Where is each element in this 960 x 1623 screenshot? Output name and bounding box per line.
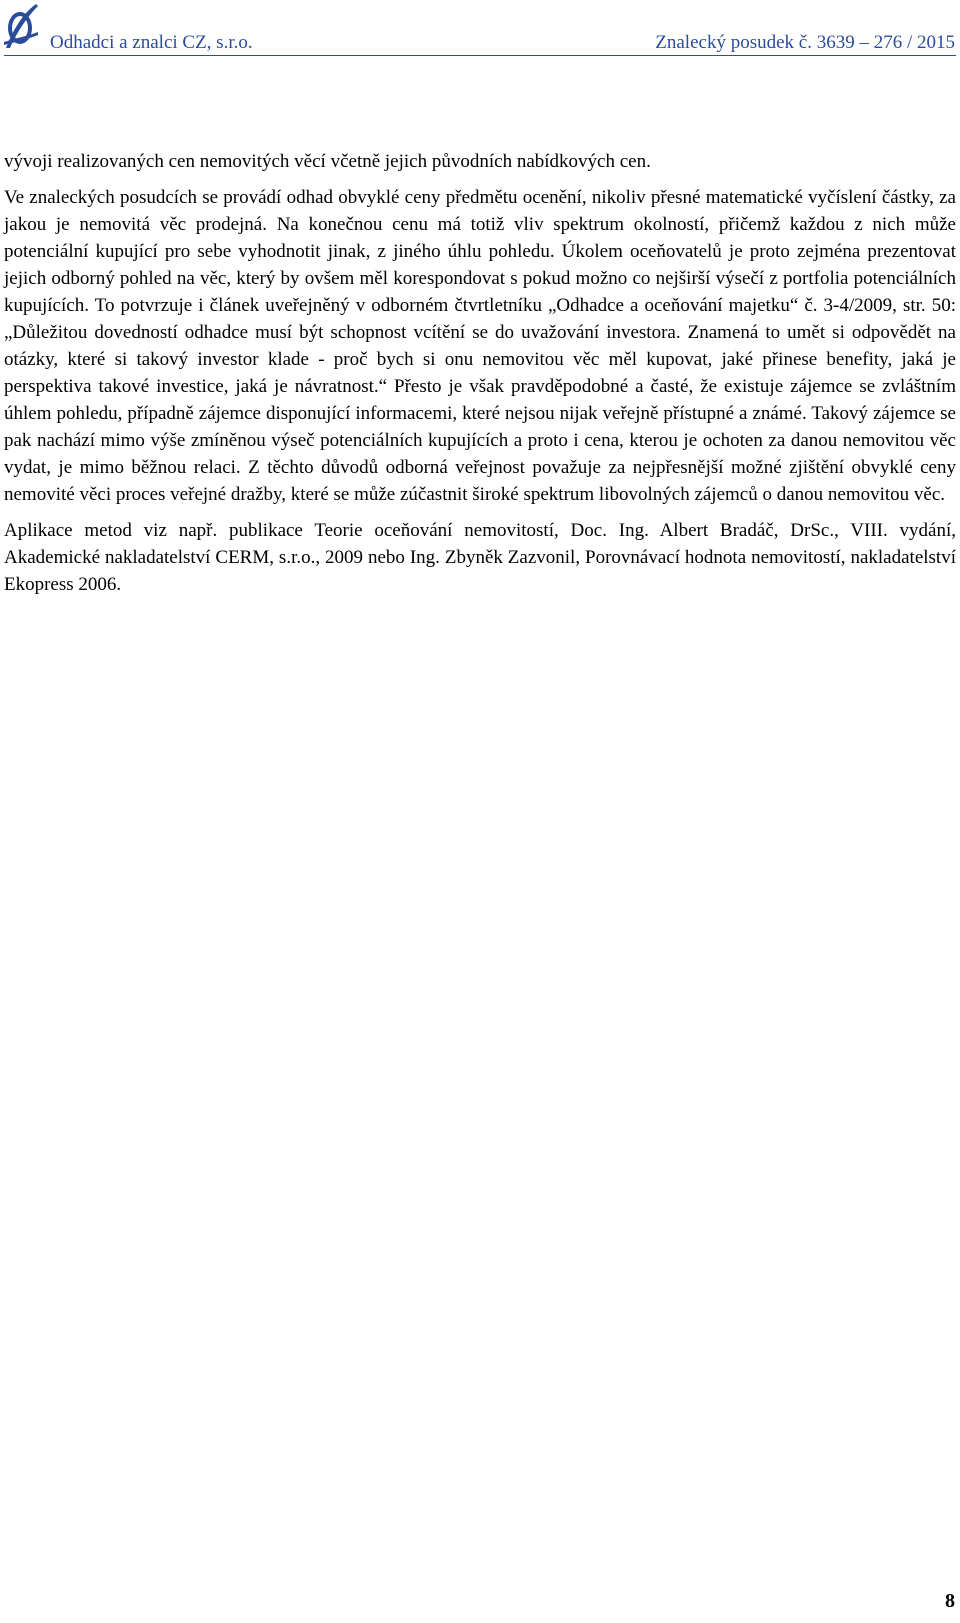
company-logo-icon	[2, 2, 40, 50]
page-number: 8	[945, 1590, 955, 1612]
paragraph-valuation: Ve znaleckých posudcích se provádí odhad obvyklé ceny předmětu ocenění, nikoliv přesné matematické vyčíslení částky, za jakou je nemovitá věc prodejná. Na konečnou cenu má totiž vliv spektrum okolností, přičemž každou z nich může potenciální kupující pro sebe vyhodnotit jinak, z jiného úhlu pohledu. Úkolem oceňovatelů je proto zejména prezentovat jejich odborný pohled na věc, který by ovšem měl korespondovat s pokud možno co nejširší výsečí z portfolia potenciálních kupujících. To potvrzuje i článek uveřejněný v odborném čtvrtletníku „Odhadce a oceňování majetku“ č. 3-4/2009, str. 50: „Důležitou dovedností odhadce musí být schopnost vcítění se do uvažování investora. Znamená to umět si odpovědět na otázky, které si takový investor klade - proč bych si onu nemovitou věc měl kupovat, jaké přinese benefity, jaká je perspektiva takové investice, jaká je návratnost.“ Přesto je však pravděpodobné a časté, že existuje zájemce se zvláštním úhlem pohledu, případně zájemce disponující informacemi, které nejsou nijak veřejně přístupné a známé. Takový zájemce se pak nachází mimo výše zmíněnou výseč potenciálních kupujících a proto i cena, kterou je ochoten za danou nemovitou věc vydat, je mimo běžnou relaci. Z těchto důvodů odborná veřejnost považuje za nejpřesnější možné zjištění obvyklé ceny nemovité věci proces veřejné dražby, které se může zúčastnit široké spektrum libovolných zájemců o danou nemovitou věc.	[4, 187, 956, 505]
report-number: Znalecký posudek č. 3639 – 276 / 2015	[655, 32, 955, 53]
header-divider	[4, 55, 956, 56]
document-body	[4, 148, 956, 598]
paragraph-references: Aplikace metod viz např. publikace Teorie oceňování nemovitostí, Doc. Ing. Albert Bradáč, DrSc., VIII. vydání, Akademické nakladatelství CERM, s.r.o., 2009 nebo Ing. Zbyněk Zazvonil, Porovnávací hodnota nemovitostí, nakladatelství Ekopress 2006.	[4, 520, 956, 595]
paragraph-intro: vývoji realizovaných cen nemovitých věcí včetně jejich původních nabídkových cen.	[4, 151, 651, 172]
page-header	[0, 0, 960, 58]
company-name: Odhadci a znalci CZ, s.r.o.	[50, 32, 253, 53]
